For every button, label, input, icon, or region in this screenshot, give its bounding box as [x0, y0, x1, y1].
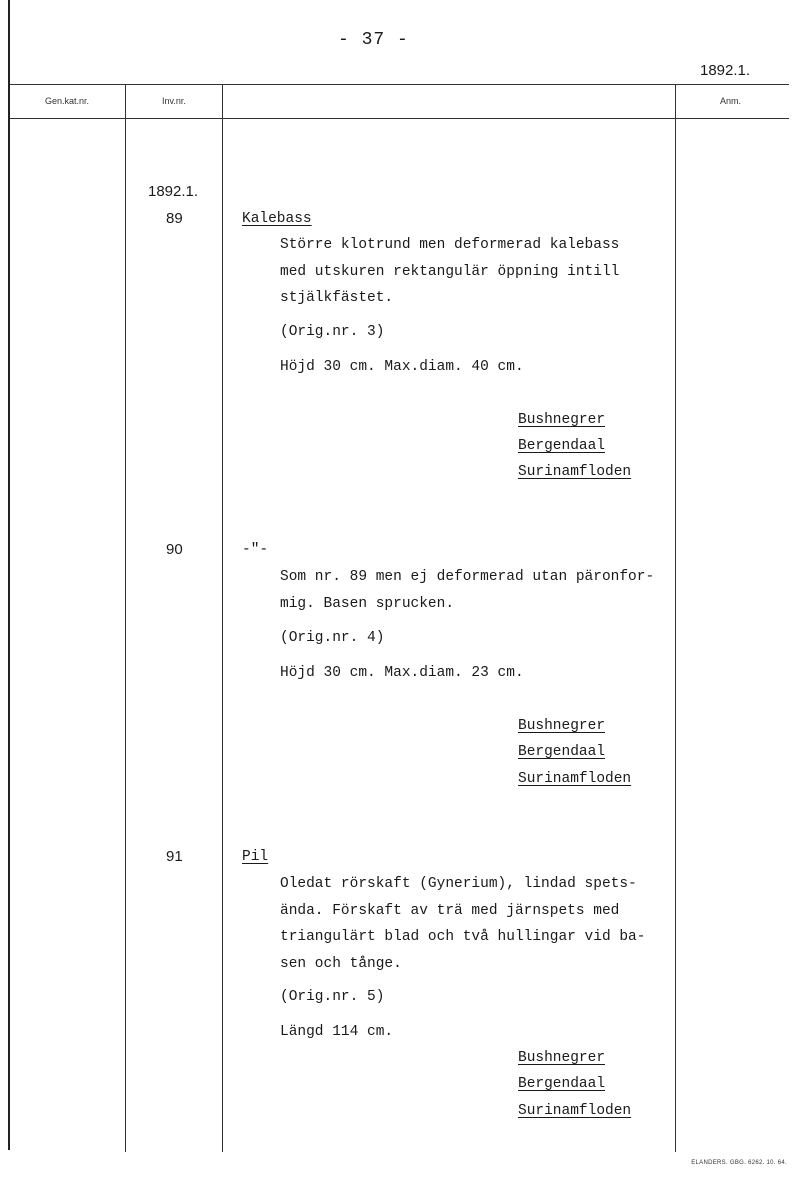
- column-header-gen: Gen.kat.nr.: [45, 96, 90, 106]
- column-divider-3: [675, 84, 676, 1152]
- column-divider-1: [125, 84, 126, 1152]
- measurements: Höjd 30 cm. Max.diam. 23 cm.: [280, 665, 524, 681]
- accession-number: 1892.1.: [148, 183, 199, 200]
- origin-people: Bushnegrer: [518, 718, 606, 734]
- origin-river: Surinamfloden: [518, 464, 632, 480]
- accession-header: 1892.1.: [700, 62, 751, 79]
- description-line: triangulärt blad och två hullingar vid ba-: [280, 929, 646, 945]
- origin-river: Surinamfloden: [518, 771, 632, 787]
- column-header-anm: Anm.: [720, 96, 742, 106]
- description-line: Oledat rörskaft (Gynerium), lindad spets-: [280, 876, 637, 892]
- inventory-number: 91: [166, 848, 183, 865]
- description-line: med utskuren rektangulär öppning intill: [280, 264, 620, 280]
- original-number: (Orig.nr. 3): [280, 324, 385, 340]
- description-line: Som nr. 89 men ej deformerad utan päronfor-: [280, 569, 655, 585]
- description-line: mig. Basen sprucken.: [280, 596, 455, 612]
- description-line: ända. Förskaft av trä med järnspets med: [280, 903, 620, 919]
- origin-place: Bergendaal: [518, 744, 606, 760]
- description-line: Större klotrund men deformerad kalebass: [280, 237, 620, 253]
- page-number: - 37 -: [338, 30, 409, 50]
- header-rule-bottom: [10, 118, 789, 119]
- printer-mark: ELANDERS. GBG. 6262. 10. 64.: [691, 1160, 787, 1166]
- original-number: (Orig.nr. 5): [280, 989, 385, 1005]
- column-header-inv: Inv.nr.: [162, 96, 186, 106]
- inventory-number: 89: [166, 210, 183, 227]
- column-divider-2: [222, 84, 223, 1152]
- header-rule-top: [10, 84, 789, 85]
- description-line: sen och tånge.: [280, 956, 402, 972]
- origin-people: Bushnegrer: [518, 412, 606, 428]
- entry-title: Kalebass: [242, 211, 312, 227]
- description-line: stjälkfästet.: [280, 290, 394, 306]
- origin-place: Bergendaal: [518, 438, 606, 454]
- inventory-number: 90: [166, 541, 183, 558]
- entry-title: Pil: [242, 849, 269, 865]
- original-number: (Orig.nr. 4): [280, 630, 385, 646]
- binding-edge: [8, 0, 10, 1150]
- origin-people: Bushnegrer: [518, 1050, 606, 1066]
- measurements: Höjd 30 cm. Max.diam. 40 cm.: [280, 359, 524, 375]
- origin-river: Surinamfloden: [518, 1103, 632, 1119]
- origin-place: Bergendaal: [518, 1076, 606, 1092]
- entry-title: -"-: [242, 542, 269, 558]
- measurements: Längd 114 cm.: [280, 1024, 394, 1040]
